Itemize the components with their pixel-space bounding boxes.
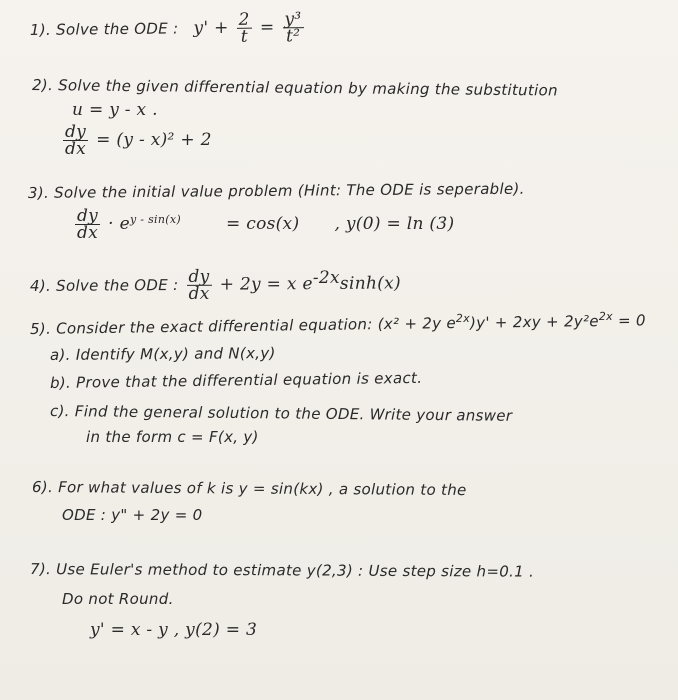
problem-4-derivative: $\frac{dy}{dx}$ bbox=[188, 266, 210, 304]
problem-2-derivative: $\frac{dy}{dx}$ bbox=[65, 122, 87, 159]
problem-3-derivative: $\frac{dy}{dx}$ bbox=[77, 206, 99, 243]
problem-6-line-2: ODE : y" + 2y = 0 bbox=[62, 506, 203, 524]
problem-7-line-3: y' = x - y , y(2) = 3 bbox=[90, 620, 258, 640]
problem-6-line-1: 6). For what values of k is y = sin(kx) , a solution to the bbox=[31, 478, 467, 500]
problem-1 bbox=[30, 11, 307, 47]
problem-3-exp-base: · e bbox=[108, 214, 130, 234]
problem-7-line-1: 7). Use Euler's method to estimate y(2,3) : Use step size h=0.1 . bbox=[29, 560, 535, 581]
problem-2-rhs: = (y - x)² + 2 bbox=[96, 130, 212, 150]
problem-1-label: 1). Solve the ODE : bbox=[29, 19, 179, 39]
problem-1-lhs: y' + bbox=[193, 17, 229, 39]
problem-5-part-c-line-1: c). Find the general solution to the ODE. Write your answer bbox=[49, 402, 513, 425]
problem-4-exponent: -2x bbox=[312, 267, 340, 289]
problem-3-equation bbox=[72, 208, 454, 241]
problem-1-equals: = bbox=[259, 17, 275, 38]
problem-4 bbox=[30, 267, 401, 303]
problem-2-line-2: u = y - x . bbox=[72, 100, 158, 120]
problem-3-initial-condition: , y(0) = ln (3) bbox=[334, 214, 455, 234]
problem-5-line-1: 5). Consider the exact differential equation: (x² + 2y $e^{2x})y' + 2xy + 2y^2e^{2x} = 0$ bbox=[29, 309, 646, 338]
problem-5-part-b: b). Prove that the differential equation is exact. bbox=[49, 368, 423, 392]
problem-5-part-c-line-2: in the form c = F(x, y) bbox=[86, 428, 259, 446]
problem-1-fraction: $\frac{2}{t}$ bbox=[238, 9, 250, 47]
problem-3-line-1: 3). Solve the initial value problem (Hint: The ODE is seperable). bbox=[27, 179, 525, 202]
problem-4-label: 4). Solve the ODE : bbox=[29, 275, 179, 295]
problem-2-equation bbox=[60, 124, 212, 157]
problem-1-fraction-2: $\frac{\text{y³}}{\text{t²}}$ bbox=[284, 9, 302, 47]
problem-5-part-a: a). Identify M(x,y) and N(x,y) bbox=[49, 344, 276, 364]
problem-4-rhs: + 2y = x e bbox=[219, 274, 313, 295]
problem-5-statement: 5). Consider the exact differential equation: (x² + 2y e bbox=[29, 314, 457, 338]
problem-3-exponent: y - sin(x) bbox=[129, 213, 181, 226]
problem-7-line-2: Do not Round. bbox=[62, 590, 174, 608]
problem-2-line-1: 2). Solve the given differential equation by making the substitution bbox=[31, 76, 558, 100]
problem-3-rhs: = cos(x) bbox=[226, 214, 300, 234]
problem-4-tail: sinh(x) bbox=[339, 273, 401, 294]
